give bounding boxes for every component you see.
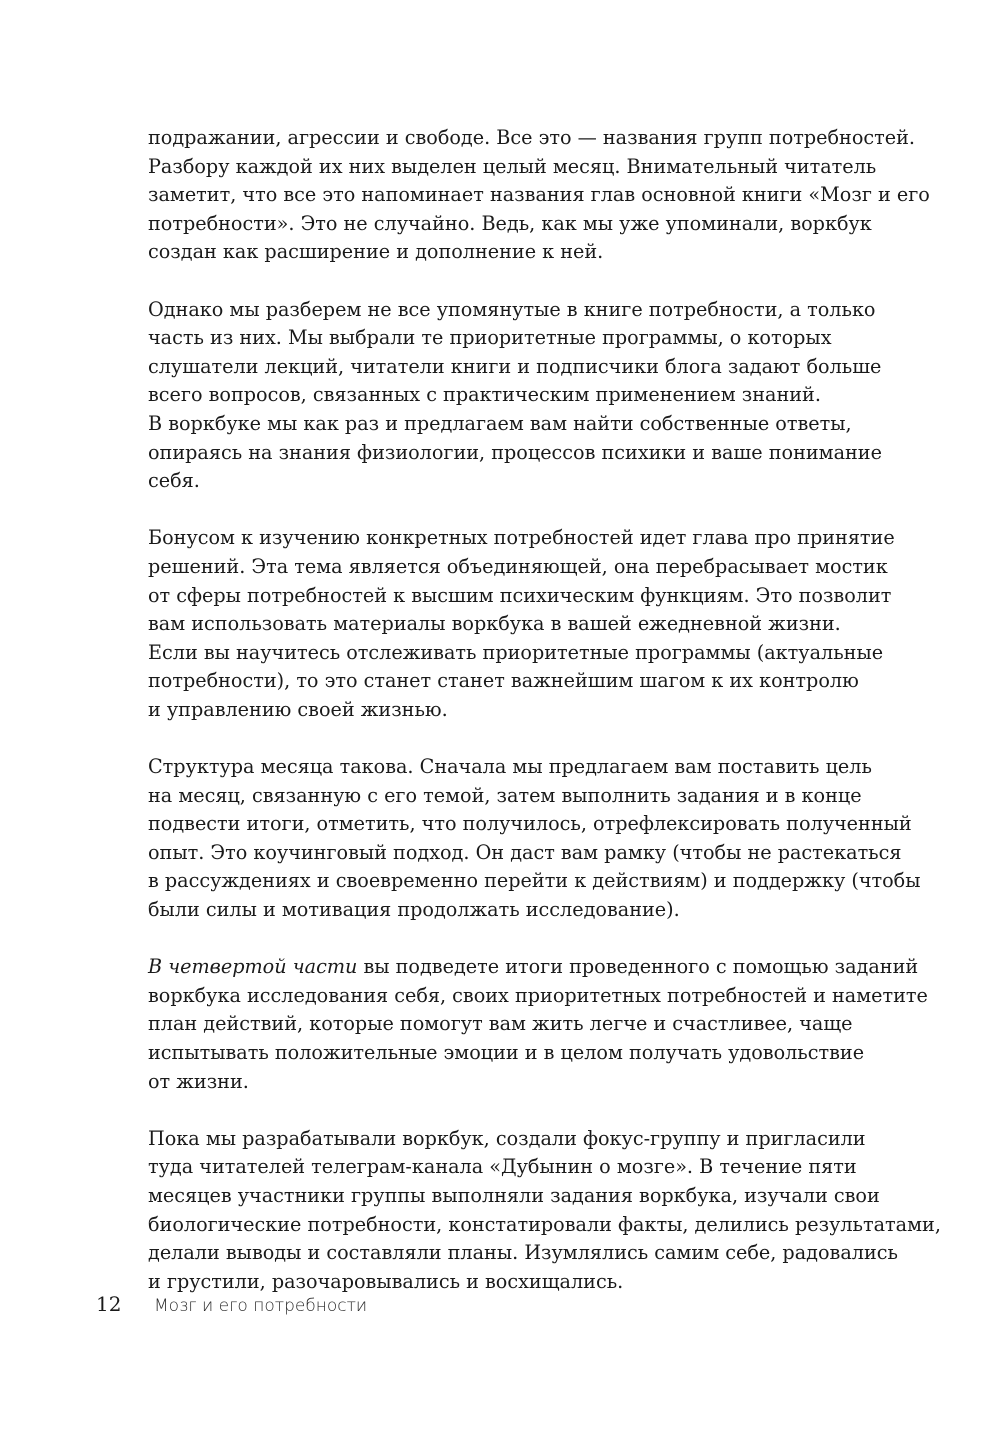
paragraph-4 <box>148 753 921 925</box>
text-line: опираясь на знания физиологии, процессов психики и ваше понимание <box>148 440 882 464</box>
paragraph-2 <box>148 296 908 496</box>
text-line: на месяц, связанную с его темой, затем выполнить задания и в конце <box>148 783 862 807</box>
page-footer <box>96 1292 367 1322</box>
text-line: план действий, которые помогут вам жить легче и счастливее, чаще <box>148 1012 853 1036</box>
text-line: решений. Эта тема является объединяющей, она перебрасывает мостик <box>148 554 888 578</box>
text-line: воркбука исследования себя, своих приоритетных потребностей и наметите <box>148 983 928 1007</box>
text-line: Бонусом к изучению конкретных потребностей идет глава про принятие <box>148 526 895 550</box>
text-line: В воркбуке мы как раз и предлагаем вам найти собственные ответы, <box>148 411 852 435</box>
italic-lead: В четвертой части <box>148 955 358 979</box>
text-line: месяцев участники группы выполняли задания воркбука, изучали свои <box>148 1183 880 1207</box>
text-line: подражании, агрессии и свободе. Все это — названия групп потребностей. <box>148 126 915 149</box>
text-line: всего вопросов, связанных с практическим применением знаний. <box>148 383 821 407</box>
text-line: вам использовать материалы воркбука в вашей ежедневной жизни. <box>148 612 841 636</box>
text-line: Если вы научитесь отслеживать приоритетные программы (актуальные <box>148 640 884 664</box>
paragraph-3 <box>148 524 908 724</box>
text-line: часть из них. Мы выбрали те приоритетные программы, о которых <box>148 326 832 350</box>
text-line: и управлению своей жизнью. <box>148 697 448 721</box>
text-line: опыт. Это коучинговый подход. Он даст вам рамку (чтобы не растекаться <box>148 840 902 864</box>
text-line: в рассуждениях и своевременно перейти к действиям) и поддержку (чтобы <box>148 869 921 893</box>
text-line: Пока мы разрабатывали воркбук, создали фокус-группу и пригласили <box>148 1126 866 1150</box>
text-line: создан как расширение и дополнение к ней. <box>148 240 604 264</box>
text-line: себя. <box>148 469 200 493</box>
running-title: Мозг и его потребности <box>154 1296 368 1316</box>
text-line: от жизни. <box>148 1069 249 1093</box>
text-line: слушатели лекций, читатели книги и подписчики блога задают больше <box>148 354 882 378</box>
body-text <box>148 124 941 1325</box>
text-line: биологические потребности, констатировали факты, делились результатами, <box>148 1212 941 1236</box>
paragraph-1 <box>148 124 930 267</box>
text-line: были силы и мотивация продолжать исследование). <box>148 898 680 922</box>
text-line: Структура месяца такова. Сначала мы предлагаем вам поставить цель <box>148 755 872 779</box>
text-line: туда читателей телеграм-канала «Дубынин о мозге». В течение пяти <box>148 1155 857 1179</box>
text-line: потребности». Это не случайно. Ведь, как мы уже упоминали, воркбук <box>148 211 872 235</box>
text-line: потребности), то это станет станет важнейшим шагом к их контролю <box>148 669 859 693</box>
text-line: Разбору каждой их них выделен целый месяц. Внимательный читатель <box>148 154 877 178</box>
text-line: Однако мы разберем не все упомянутые в книге потребности, а только <box>148 297 876 321</box>
paragraph-6 <box>148 1125 941 1297</box>
first-line-rest: вы подведете итоги проведенного с помощью заданий <box>357 955 919 979</box>
text-line: испытывать положительные эмоции и в целом получать удовольствие <box>148 1041 865 1064</box>
paragraph-5 <box>148 953 928 1096</box>
text-line: подвести итоги, отметить, что получилось, отрефлексировать полученный <box>148 812 912 836</box>
text-line: делали выводы и составляли планы. Изумлялись самим себе, радовались <box>148 1241 898 1265</box>
text-line: от сферы потребностей к высшим психическим функциям. Это позволит <box>148 583 892 607</box>
text-line-first <box>148 953 919 982</box>
page-number: 12 <box>96 1292 122 1316</box>
text-line: и грустили, разочаровывались и восхищались. <box>148 1269 624 1293</box>
text-line: заметит, что все это напоминает названия глав основной книги «Мозг и его <box>148 183 930 207</box>
